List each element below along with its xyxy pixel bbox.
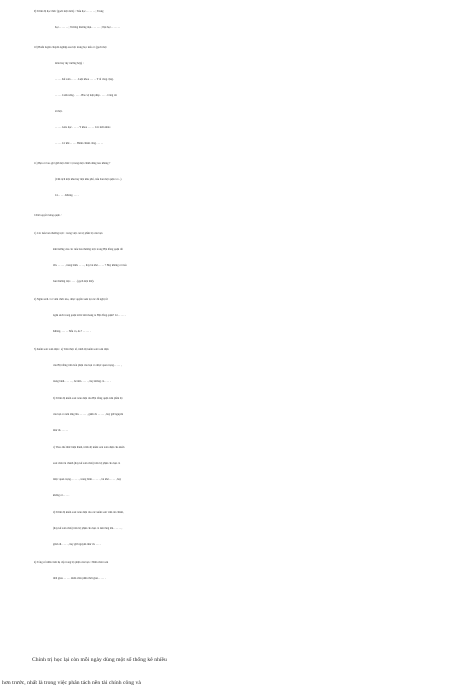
body-text-line-2: hơn trước, nhất là trong việc phân tách nền tài chính công và <box>2 680 141 686</box>
item-3b-line-2: của bạn có nên tăng lên. . . . . . , giảm đi. . . . . . , hay giữ nguyên <box>53 413 124 416</box>
item-3c-line-2: soát viên tài chánh (hay kế toán viên) trên bộ phận của bạn có <box>53 462 121 465</box>
item-3d-line-3: giảm đi. . . . . , hay giữ nguyên như cũ. . . . . <box>53 543 101 546</box>
q10-line-5: xã hội. <box>55 110 63 113</box>
item-4-line-2: thời gian. . . . . . nhân viên phân thời gian. . . . . . <box>53 577 106 580</box>
q10-line-6: . . . . . Giáo dục . . . . . Y khoa . . . . . Các môn khác. <box>55 126 111 129</box>
body-text-line-1: Chính trị học lại còn mỗi ngày dùng một số thống kê nhiều <box>32 657 167 663</box>
item-3c-line-3: được quan trọng. . . . . . , trung bình. . . . . . , bé nhỏ. . . . . , hay <box>53 478 122 481</box>
footnote-line-1 <box>0 595 450 606</box>
q10-line-3: . . . . . Kế toán . . . . . Luật khoa . . . . . Y tế công cộng. <box>55 78 114 81</box>
item-2-line-1: 2) Ngân sách. Có viên chức nào, được quyền xem lại các đề nghị về <box>34 298 108 301</box>
q9-line-1: 9) Trình độ học thức (gạch một môn) : Tiểu học. . . . . . . ; Trung <box>34 10 104 13</box>
item-1-line-2: ảnh hưởng của các tiểu ban thường trực trong Hội đồng quận rất <box>53 248 123 251</box>
q11-line-2: (Chủ tịch một khu hay một khu phố, tiểu ban một quận v.v...) <box>55 178 122 181</box>
q11-line-1: 11) Bạn có bao giờ giữ một chức vị trong một chính đảng nào không ? <box>34 162 111 165</box>
q10-line-2: môn hay tùy trường hợp) : <box>55 62 84 65</box>
item-3-line-3: trung bình. . . . . . , bé nhỏ. . . . . , hay không có. . . . . <box>53 380 111 383</box>
q10-line-4: . . . . . Canh nông . . . . . Bảo vệ luật pháp . . . . . Công tác <box>55 94 118 97</box>
q11-line-3: Có. . . . . Không. . . . . <box>55 194 79 197</box>
item-3-line-1: 3) Kiểm soát toàn diện : a) Trên thực tế, trình độ kiểm soát toàn diện <box>34 348 109 351</box>
q9-line-2: học. . . . . . . ; Trường thương mại. . . . . . . ; Đại học. . . . . . . <box>55 26 121 29</box>
item-2-line-2: ngân sách trong quận trước khi mang ra Hội đồng quận? Có. . . . . . <box>53 314 126 317</box>
item-3-line-2: của Hội đồng trên bổn phận của bạn có được quan trọng. . . . . , <box>53 364 122 367</box>
item-1-line-3: lớn. . . . . . , trung bình. . . . . , hay bé nhỏ. . . . . ? Hay không có tiểu <box>53 264 127 267</box>
item-3d-line-2: (hay kế toán viên) trên bộ phận của bạn có nên tăng lên. . . . . . , <box>53 527 123 530</box>
q10-line-1: 10) Huấn luyện chuyên nghiệp sau bậc trung học nếu có (gạch một <box>34 46 107 49</box>
item-3c-line-1: c) Theo thể thức hiện hành, trình độ kiểm soát toàn diện của kiểm <box>53 446 125 449</box>
item-3c-line-4: không có. . . . . <box>53 494 70 497</box>
item-3b-line-1: b) Trình độ kiểm soát toàn diện của Hội đồng quận trên phần bộ <box>53 397 123 400</box>
item-3d-line-1: d) Trình độ kiểm soát toàn diện của các kiểm soát viên tài chánh, <box>53 511 124 514</box>
item-1-line-4: ban thường trực. . . . . (gạch một thứ). <box>53 280 95 283</box>
q10-line-7: . . . . . Cơ khí . . . . . Hành chánh công . . . . . <box>55 142 103 145</box>
section-heading: Chính quyền hàng quận : <box>34 214 62 217</box>
item-1-line-1: 1) Các tiểu ban thường trực : trong việc cai trị phần bộ của bạn <box>34 232 103 235</box>
item-3b-line-3: như cũ. . . . . . <box>53 429 69 432</box>
footnote-line-2 <box>0 606 450 617</box>
item-2-line-3: Không. . . . . . Nếu có, Ai ? . . . . . . <box>53 330 91 333</box>
item-4-line-1: 4) Tổng số nhân viên hạ cấp trong bộ phận của bạn : Nhân viên toàn <box>34 561 109 564</box>
